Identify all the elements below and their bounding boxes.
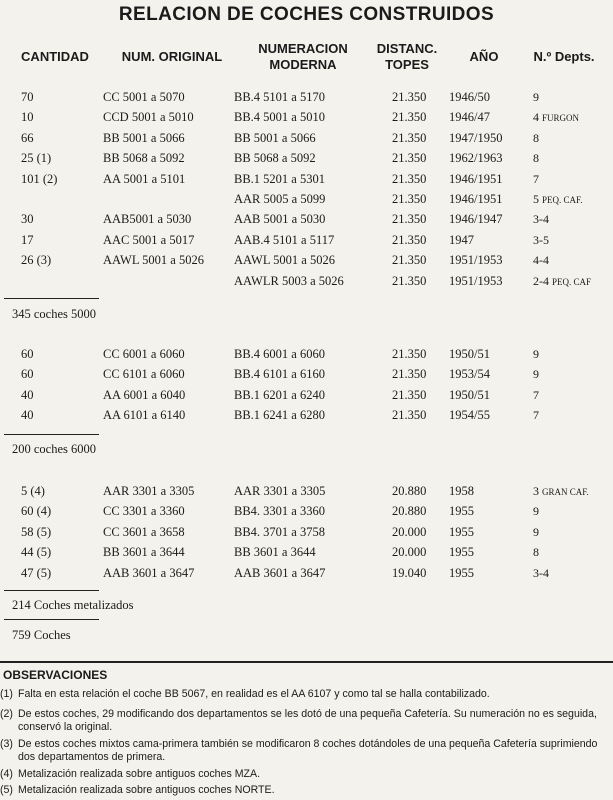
note-text: De estos coches mixtos cama-primera también se modificaron 8 coches dotándoles de una pequeña Cafetería suprimiendo dos departamentos de primera.: [18, 738, 598, 763]
distanc-topes-cell: 20.880: [392, 484, 427, 498]
depts-cell: [533, 272, 591, 291]
table-row: [0, 502, 613, 520]
depts-cell: [533, 564, 549, 582]
page-title: RELACION DE COCHES CONSTRUIDOS: [118, 4, 495, 25]
distanc-topes-cell: 21.350: [392, 130, 427, 145]
numeracion-moderna-cell: BB 5068 a 5092: [234, 151, 316, 166]
numeracion-moderna-cell: BB 3601 a 3644: [234, 545, 316, 560]
depts-cell: [533, 210, 549, 228]
anio-cell: 1946/47: [449, 110, 490, 125]
header-depts: N.º Depts.: [533, 49, 595, 64]
num-original-cell: CCD 5001 a 5010: [103, 110, 194, 125]
distanc-topes-cell: 19.040: [392, 565, 427, 580]
num-original-cell: AAB 3601 a 3647: [103, 565, 195, 580]
cantidad-cell: 17: [21, 232, 34, 247]
table-row: [0, 88, 613, 106]
numeracion-moderna-cell: BB.4 5101 a 5170: [234, 90, 325, 104]
distanc-topes-cell: 21.350: [392, 212, 427, 227]
header-numeracion-line1: NUMERACION: [258, 41, 348, 56]
depts-cell: [533, 345, 539, 363]
table-row: [0, 108, 613, 126]
note-number: (2): [0, 708, 13, 720]
note-number: (5): [0, 784, 13, 796]
depts-value: 9: [533, 524, 539, 539]
numeracion-moderna-cell: BB4. 3701 a 3758: [234, 524, 325, 539]
subtotal-6000: 200 coches 6000: [12, 442, 97, 456]
numeracion-moderna-cell: BB.1 5201 a 5301: [234, 171, 325, 186]
num-original-cell: AA 6001 a 6040: [103, 387, 186, 402]
header-distanc-line2: TOPES: [385, 57, 429, 72]
table-row: [0, 190, 613, 208]
numeracion-moderna-cell: AAWL 5001 a 5026: [234, 253, 335, 268]
depts-value: 3-4: [533, 212, 549, 227]
anio-cell: 1950/51: [449, 387, 490, 402]
table-row: [0, 406, 613, 424]
distanc-topes-cell: 21.350: [392, 171, 427, 186]
numeracion-moderna-cell: BB.1 6201 a 6240: [234, 387, 325, 402]
cantidad-cell: 58 (5): [21, 524, 52, 539]
header-anio: AÑO: [469, 49, 499, 64]
numeracion-moderna-cell: BB.4 6001 a 6060: [234, 347, 325, 361]
numeracion-moderna-cell: AAR 3301 a 3305: [234, 484, 326, 498]
cantidad-cell: 70: [21, 90, 34, 104]
table-row: [0, 365, 613, 383]
depts-note: PEQ. CAF.: [542, 195, 583, 205]
section-divider: [0, 661, 613, 663]
depts-cell: [533, 190, 583, 209]
numeracion-moderna-cell: AAB 3601 a 3647: [234, 565, 326, 580]
num-original-cell: CC 6101 a 6060: [103, 367, 185, 382]
cantidad-cell: 44 (5): [21, 545, 52, 560]
note-4: [0, 768, 600, 781]
depts-value: 8: [533, 151, 539, 166]
num-original-cell: BB 5068 a 5092: [103, 151, 185, 166]
depts-cell: [533, 251, 549, 269]
distanc-topes-cell: 20.000: [392, 524, 427, 539]
num-original-cell: BB 3601 a 3644: [103, 545, 185, 560]
table-row: [0, 129, 613, 147]
distanc-topes-cell: 21.350: [392, 273, 427, 288]
distanc-topes-cell: 21.350: [392, 90, 427, 104]
anio-cell: 1958: [449, 484, 474, 498]
distanc-topes-cell: 21.350: [392, 367, 427, 382]
anio-cell: 1946/1951: [449, 171, 503, 186]
anio-cell: 1947: [449, 232, 474, 247]
table-row: [0, 386, 613, 404]
num-original-cell: CC 5001 a 5070: [103, 90, 185, 104]
subtotal-rule: [4, 434, 99, 435]
depts-value: 7: [533, 408, 539, 423]
num-original-cell: BB 5001 a 5066: [103, 130, 185, 145]
depts-value: 7: [533, 387, 539, 402]
numeracion-moderna-cell: AAWLR 5003 a 5026: [234, 273, 344, 288]
depts-value: 9: [533, 347, 539, 361]
distanc-topes-cell: 21.350: [392, 151, 427, 166]
numeracion-moderna-cell: AAR 5005 a 5099: [234, 192, 326, 206]
numeracion-moderna-cell: BB4. 3301 a 3360: [234, 504, 325, 519]
table-row: [0, 482, 613, 500]
numeracion-moderna-cell: BB.4 5001 a 5010: [234, 110, 325, 125]
depts-value: 9: [533, 504, 539, 519]
anio-cell: 1953/54: [449, 367, 490, 382]
note-number: (3): [0, 738, 13, 750]
num-original-cell: AAWL 5001 a 5026: [103, 253, 204, 268]
numeracion-moderna-cell: AAB 5001 a 5030: [234, 212, 326, 227]
depts-note: FURGON: [542, 113, 580, 124]
observaciones-title: OBSERVACIONES: [3, 668, 108, 682]
depts-cell: [533, 170, 539, 188]
anio-cell: 1951/1953: [449, 253, 503, 268]
depts-cell: [533, 231, 549, 249]
anio-cell: 1954/55: [449, 408, 490, 423]
anio-cell: 1955: [449, 524, 474, 539]
depts-cell: [533, 108, 579, 127]
distanc-topes-cell: 20.880: [392, 504, 427, 519]
header-distanc-topes: [371, 41, 443, 73]
cantidad-cell: 60 (4): [21, 504, 52, 519]
depts-cell: [533, 543, 539, 561]
numeracion-moderna-cell: BB 5001 a 5066: [234, 130, 316, 145]
note-5: [0, 784, 600, 797]
distanc-topes-cell: 21.350: [392, 253, 427, 268]
anio-cell: 1955: [449, 565, 474, 580]
depts-cell: [533, 365, 539, 383]
table-row: [0, 345, 613, 363]
table-row: [0, 523, 613, 541]
subtotal-rule: [4, 298, 99, 299]
depts-cell: [533, 406, 539, 424]
depts-value: 5: [533, 192, 539, 206]
table-row: [0, 170, 613, 188]
anio-cell: 1962/1963: [449, 151, 503, 166]
distanc-topes-cell: 21.350: [392, 408, 427, 423]
num-original-cell: AAB5001 a 5030: [103, 212, 192, 227]
anio-cell: 1955: [449, 545, 474, 560]
distanc-topes-cell: 20.000: [392, 545, 427, 560]
num-original-cell: AAC 5001 a 5017: [103, 232, 195, 247]
depts-cell: [533, 523, 539, 541]
table-row: [0, 149, 613, 167]
anio-cell: 1951/1953: [449, 273, 503, 288]
depts-value: 4: [533, 110, 539, 125]
depts-value: 4-4: [533, 253, 549, 268]
cantidad-cell: 47 (5): [21, 565, 52, 580]
depts-note: PEQ. CAF: [552, 276, 592, 287]
cantidad-cell: 26 (3): [21, 253, 52, 268]
anio-cell: 1950/51: [449, 347, 490, 361]
header-num-original: NUM. ORIGINAL: [121, 49, 223, 64]
table-row: [0, 210, 613, 228]
anio-cell: 1946/50: [449, 90, 490, 104]
header-numeracion-line2: MODERNA: [269, 57, 337, 72]
depts-cell: [533, 149, 539, 167]
note-1: [0, 688, 600, 701]
table-row: [0, 251, 613, 269]
table-row: [0, 272, 613, 290]
note-text: De estos coches, 29 modificando dos departamentos se les dotó de una pequeña Cafetería. Su numeración no es seguida, conservó la original.: [18, 708, 597, 733]
distanc-topes-cell: 21.350: [392, 110, 427, 125]
total-coches: 759 Coches: [12, 628, 71, 642]
subtotal-rule: [4, 590, 99, 591]
note-text: Falta en esta relación el coche BB 5067, en realidad es el AA 6107 y como tal se halla contabilizado.: [18, 688, 490, 700]
table-row: [0, 543, 613, 561]
note-number: (1): [0, 688, 13, 700]
depts-value: 9: [533, 367, 539, 382]
cantidad-cell: 5 (4): [21, 484, 45, 498]
header-cantidad: CANTIDAD: [21, 49, 89, 64]
num-original-cell: AAR 3301 a 3305: [103, 484, 195, 498]
cantidad-cell: 10: [21, 110, 34, 125]
depts-value: 3-5: [533, 232, 549, 247]
anio-cell: 1947/1950: [449, 130, 503, 145]
num-original-cell: CC 3601 a 3658: [103, 524, 185, 539]
cantidad-cell: 30: [21, 212, 34, 227]
numeracion-moderna-cell: BB.4 6101 a 6160: [234, 367, 325, 382]
num-original-cell: AA 5001 a 5101: [103, 171, 186, 186]
anio-cell: 1955: [449, 504, 474, 519]
cantidad-cell: 40: [21, 408, 34, 423]
cantidad-cell: 101 (2): [21, 171, 58, 186]
depts-value: 7: [533, 171, 539, 186]
note-text: Metalización realizada sobre antiguos coches MZA.: [18, 768, 261, 780]
cantidad-cell: 66: [21, 130, 34, 145]
cantidad-cell: 60: [21, 347, 34, 361]
depts-value: 8: [533, 545, 539, 560]
note-3: [0, 738, 600, 764]
cantidad-cell: 60: [21, 367, 34, 382]
anio-cell: 1946/1951: [449, 192, 503, 206]
subtotal-5000: 345 coches 5000: [12, 307, 97, 321]
depts-cell: [533, 88, 539, 106]
cantidad-cell: 40: [21, 387, 34, 402]
total-rule: [4, 619, 99, 620]
depts-value: 8: [533, 130, 539, 145]
note-text: Metalización realizada sobre antiguos coches NORTE.: [18, 784, 275, 796]
note-number: (4): [0, 768, 13, 780]
depts-cell: [533, 386, 539, 404]
depts-value: 2-4: [533, 273, 549, 288]
table-row: [0, 231, 613, 249]
numeracion-moderna-cell: BB.1 6241 a 6280: [234, 408, 325, 423]
depts-cell: [533, 129, 539, 147]
distanc-topes-cell: 21.350: [392, 232, 427, 247]
distanc-topes-cell: 21.350: [392, 387, 427, 402]
distanc-topes-cell: 21.350: [392, 192, 427, 206]
depts-value: 3: [533, 484, 539, 498]
header-numeracion-moderna: [248, 41, 358, 73]
num-original-cell: CC 3301 a 3360: [103, 504, 185, 519]
subtotal-metalizados: 214 Coches metalizados: [12, 598, 134, 612]
table-row: [0, 564, 613, 582]
num-original-cell: AA 6101 a 6140: [103, 408, 186, 423]
depts-note: GRAN CAF.: [542, 487, 589, 497]
distanc-topes-cell: 21.350: [392, 347, 427, 361]
num-original-cell: CC 6001 a 6060: [103, 347, 185, 361]
anio-cell: 1946/1947: [449, 212, 503, 227]
depts-value: 9: [533, 90, 539, 104]
cantidad-cell: 25 (1): [21, 151, 52, 166]
depts-value: 3-4: [533, 565, 549, 580]
header-distanc-line1: DISTANC.: [376, 41, 438, 56]
note-2: [0, 708, 600, 734]
numeracion-moderna-cell: AAB.4 5101 a 5117: [234, 232, 335, 247]
depts-cell: [533, 502, 539, 520]
depts-cell: [533, 482, 589, 501]
